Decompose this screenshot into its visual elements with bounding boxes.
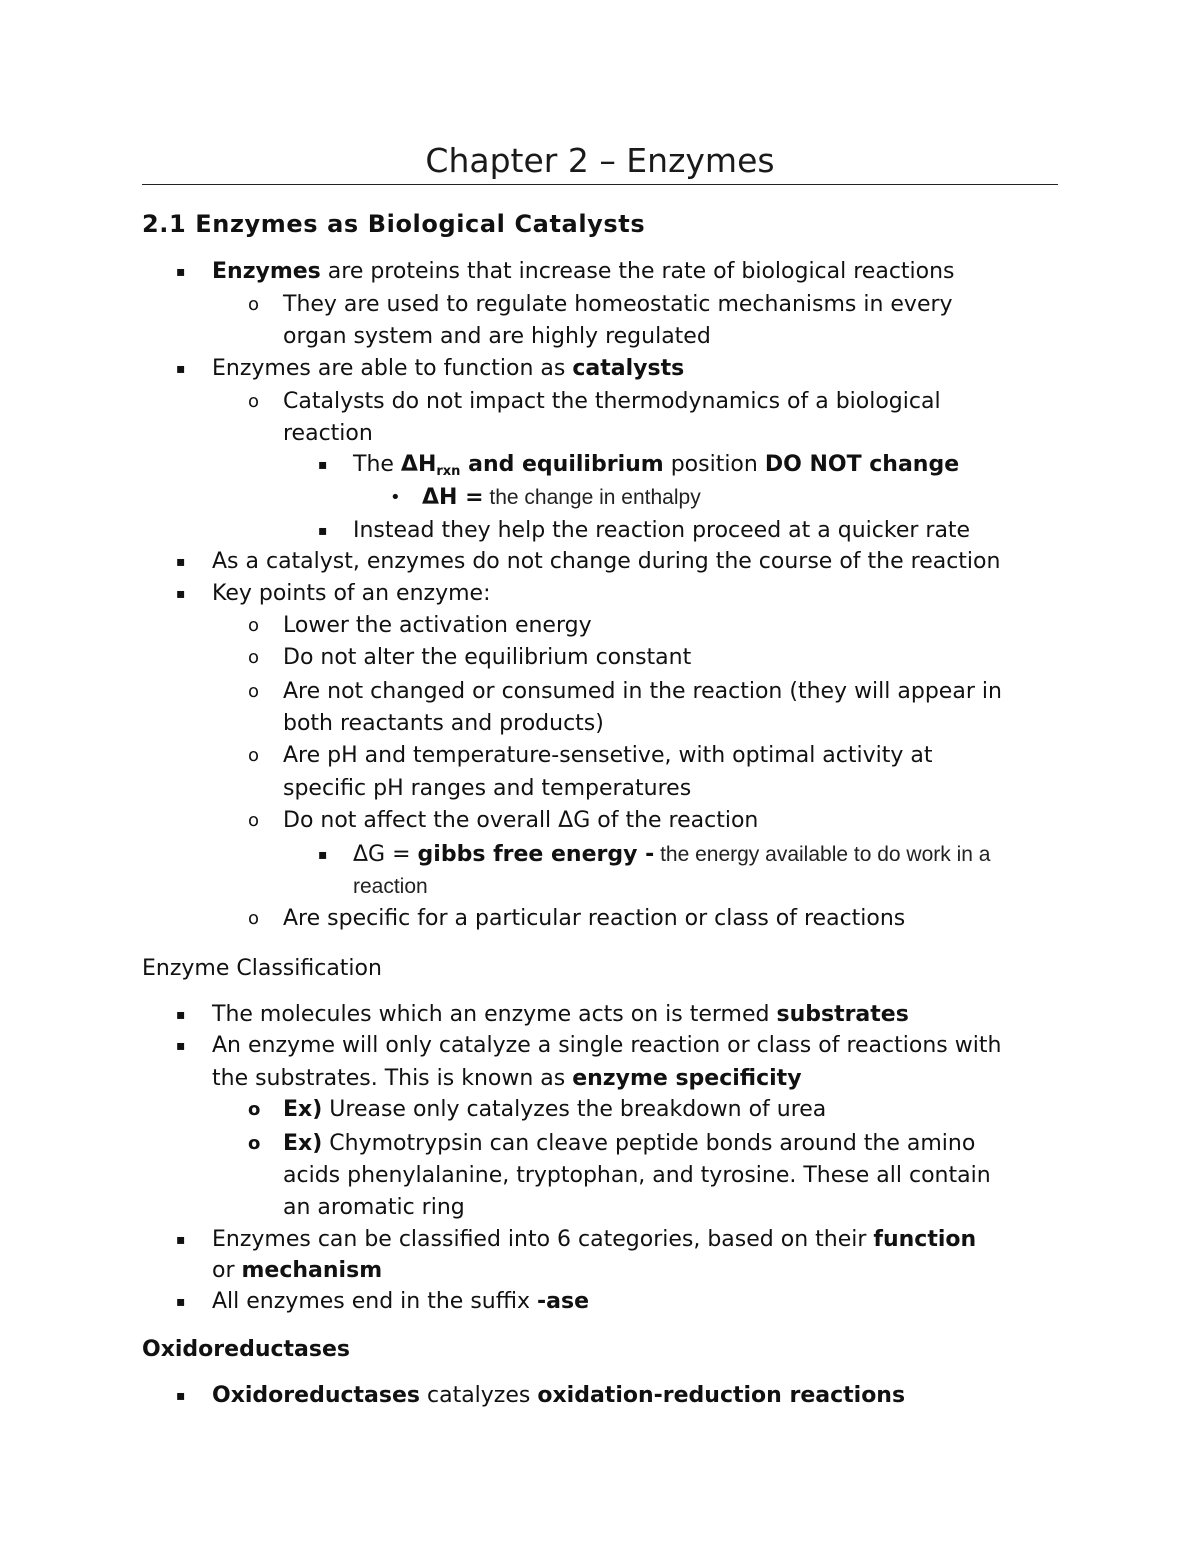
square-bullet: ▪ <box>318 847 328 863</box>
square-bullet: ▪ <box>176 1388 186 1404</box>
square-bullet: ▪ <box>176 554 186 570</box>
list-item: Enzymes can be classified into 6 categories, based on their function <box>212 1227 977 1252</box>
square-bullet: ▪ <box>176 1294 186 1310</box>
square-bullet: ▪ <box>176 1038 186 1054</box>
list-item: Enzymes are proteins that increase the rate of biological reactions <box>212 259 955 284</box>
list-item: They are used to regulate homeostatic mechanisms in every <box>283 292 953 317</box>
square-bullet: ▪ <box>176 361 186 377</box>
list-item: Enzymes are able to function as catalysts <box>212 356 685 381</box>
square-bullet: ▪ <box>318 523 328 539</box>
list-item: An enzyme will only catalyze a single reaction or class of reactions with <box>212 1033 1002 1058</box>
list-item: The ΔHrxn and equilibrium position DO NOT change <box>353 452 960 479</box>
list-item: Do not alter the equilibrium constant <box>283 645 692 670</box>
list-item: Oxidoreductases catalyzes oxidation-reduction reactions <box>212 1383 906 1408</box>
circle-bullet: o <box>248 647 260 668</box>
list-item: Ex) Chymotrypsin can cleave peptide bonds around the amino <box>283 1131 976 1156</box>
list-item: ΔH = the change in enthalpy <box>422 485 701 510</box>
list-item: Are pH and temperature-sensetive, with optimal activity at <box>283 743 933 768</box>
circle-bullet: o <box>248 810 260 831</box>
circle-bullet: o <box>248 681 260 702</box>
list-item: Catalysts do not impact the thermodynamics of a biological <box>283 389 941 414</box>
list-item-continuation: acids phenylalanine, tryptophan, and tyrosine. These all contain <box>283 1163 991 1188</box>
list-item: Are specific for a particular reaction or class of reactions <box>283 906 906 931</box>
list-item-continuation: both reactants and products) <box>283 711 604 736</box>
square-bullet: ▪ <box>176 586 186 602</box>
square-bullet: ▪ <box>176 1232 186 1248</box>
list-item: All enzymes end in the suffix -ase <box>212 1289 590 1314</box>
list-item: Key points of an enzyme: <box>212 581 491 606</box>
list-item: Lower the activation energy <box>283 613 592 638</box>
list-item-continuation: an aromatic ring <box>283 1195 465 1220</box>
list-item-continuation: or mechanism <box>212 1258 383 1283</box>
square-bullet: ▪ <box>318 457 328 473</box>
list-item: Do not affect the overall ΔG of the reaction <box>283 808 759 833</box>
circle-bullet: o <box>248 908 260 929</box>
circle-bullet: o <box>248 294 260 315</box>
classification-heading: Enzyme Classification <box>142 956 382 981</box>
list-item: Instead they help the reaction proceed at a quicker rate <box>353 518 971 543</box>
list-item: Ex) Urease only catalyzes the breakdown of urea <box>283 1097 827 1122</box>
list-item-continuation: reaction <box>353 875 428 898</box>
list-item: As a catalyst, enzymes do not change during the course of the reaction <box>212 549 1001 574</box>
list-item-continuation: reaction <box>283 421 373 446</box>
list-item: The molecules which an enzyme acts on is termed substrates <box>212 1002 909 1027</box>
section-heading: 2.1 Enzymes as Biological Catalysts <box>142 210 646 238</box>
title-underline <box>142 184 1058 185</box>
square-bullet: ▪ <box>176 1007 186 1023</box>
square-bullet: ▪ <box>176 264 186 280</box>
list-item: ΔG = gibbs free energy - the energy available to do work in a <box>353 842 991 867</box>
circle-bullet: o <box>248 745 260 766</box>
page-title: Chapter 2 – Enzymes <box>425 141 775 180</box>
circle-bullet: o <box>248 1099 261 1120</box>
circle-bullet: o <box>248 1133 261 1154</box>
oxidoreductases-heading: Oxidoreductases <box>142 1337 350 1362</box>
circle-bullet: o <box>248 391 260 412</box>
dot-bullet: • <box>390 487 401 508</box>
list-item-continuation: specific pH ranges and temperatures <box>283 776 692 801</box>
list-item-continuation: organ system and are highly regulated <box>283 324 711 349</box>
list-item-continuation: the substrates. This is known as enzyme specificity <box>212 1066 802 1091</box>
circle-bullet: o <box>248 615 260 636</box>
list-item: Are not changed or consumed in the reaction (they will appear in <box>283 679 1002 704</box>
